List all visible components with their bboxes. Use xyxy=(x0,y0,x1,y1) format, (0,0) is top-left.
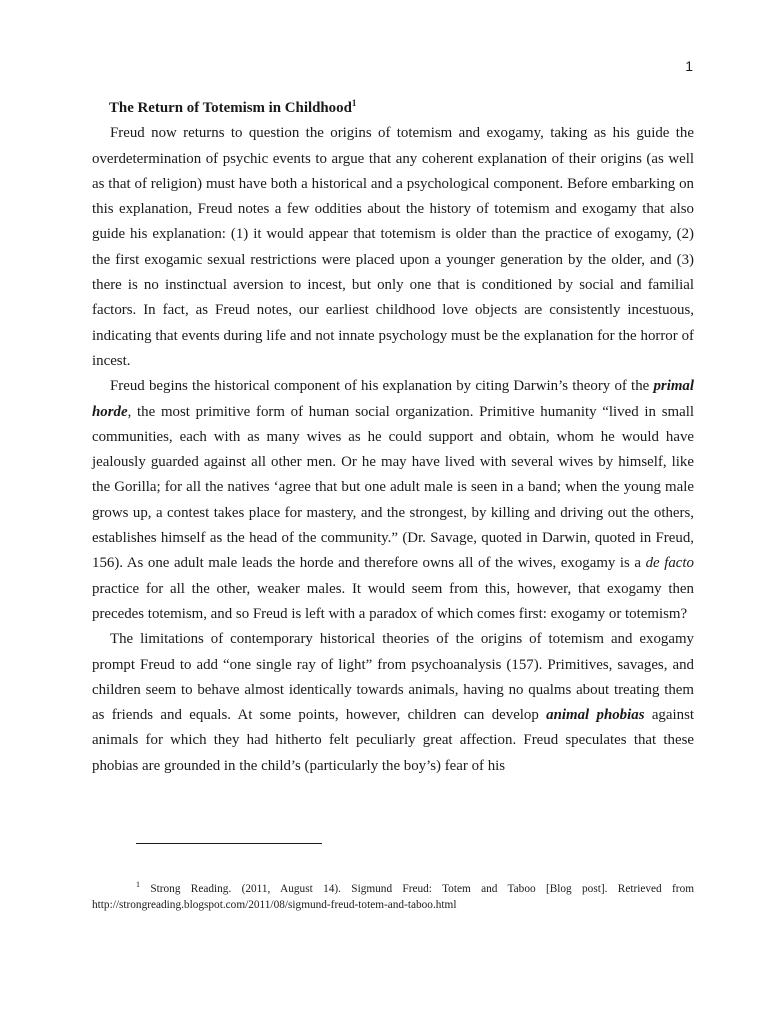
footnote-reference: 1 xyxy=(351,98,357,108)
text-run: Freud now returns to question the origins of totemism and exogamy, taking as his guide the overdetermination of psychic events to argue that any coherent explanation of their origins (as well as that of religion) must have both a historical and a psychological component. Before embarking on this explanation, Freud notes a few oddities about the history of totemism and exogamy that also guide his explanation: (1) it would appear that totemism is older than the practice of exogamy, (2) the first exogamic sexual restrictions were placed upon a younger generation by the older, and (3) there is no instinctual aversion to incest, but only one that is conditioned by social and familial factors. In fact, as Freud notes, our earliest childhood love objects are consistently incestuous, indicating that events during life and not innate psychology must be the explanation for the horror of incest. xyxy=(92,125,694,369)
text-run: de facto xyxy=(645,555,694,572)
text-run: , the most primitive form of human social organization. Primitive humanity “lived in small communities, each with as many wives as he could support and obtain, whom he would have jealously guarded against all other men. Or he may have lived with several wives by himself, like the Gorilla; for all the natives ‘agree that but one adult male is seen in a band; when the young male grows up, a contest takes place for mastery, and the strongest, by killing and driving out the others, establishes himself as the head of the community.” (Dr. Savage, quoted in Darwin, quoted in Freud, 156). As one adult male leads the horde and therefore owns all of the wives, exogamy is a xyxy=(92,403,694,572)
footnote xyxy=(92,881,694,913)
document-body xyxy=(92,96,694,779)
paragraph-1 xyxy=(92,121,694,374)
text-run: practice for all the other, weaker males. It would seem from this, however, that exogamy then precedes totemism, and so Freud is left with a paradox of which comes first: exogamy or totemism? xyxy=(92,580,694,622)
text-run: primal horde xyxy=(92,378,694,420)
text-run: animal phobias xyxy=(546,707,645,724)
paragraph-3 xyxy=(92,627,694,779)
footnote-separator xyxy=(136,843,322,844)
text-run: against animals for which they had hitherto felt peculiarly great affection. Freud speculates that these phobias are grounded in the child’s (particularly the boy’s) fear of his xyxy=(92,707,694,774)
paragraph-2 xyxy=(92,374,694,627)
section-title-text: The Return of Totemism in Childhood xyxy=(109,100,352,116)
page-number: 1 xyxy=(685,58,693,74)
footnote-mark: 1 xyxy=(136,880,140,889)
footnote-text: Strong Reading. (2011, August 14). Sigmund Freud: Totem and Taboo [Blog post]. Retrieved from http://strongreading.blogspot.com/2011/08/sigmund-freud-totem-and-taboo.html xyxy=(92,883,694,911)
text-run: Freud begins the historical component of his explanation by citing Darwin’s theory of the xyxy=(110,378,654,395)
text-run: The limitations of contemporary historical theories of the origins of totemism and exogamy prompt Freud to add “one single ray of light” from psychoanalysis (157). Primitives, savages, and children seem to behave almost identically towards animals, having no qualms about treating them as friends and equals. At some points, however, children can develop xyxy=(92,631,694,724)
section-title xyxy=(92,96,694,121)
